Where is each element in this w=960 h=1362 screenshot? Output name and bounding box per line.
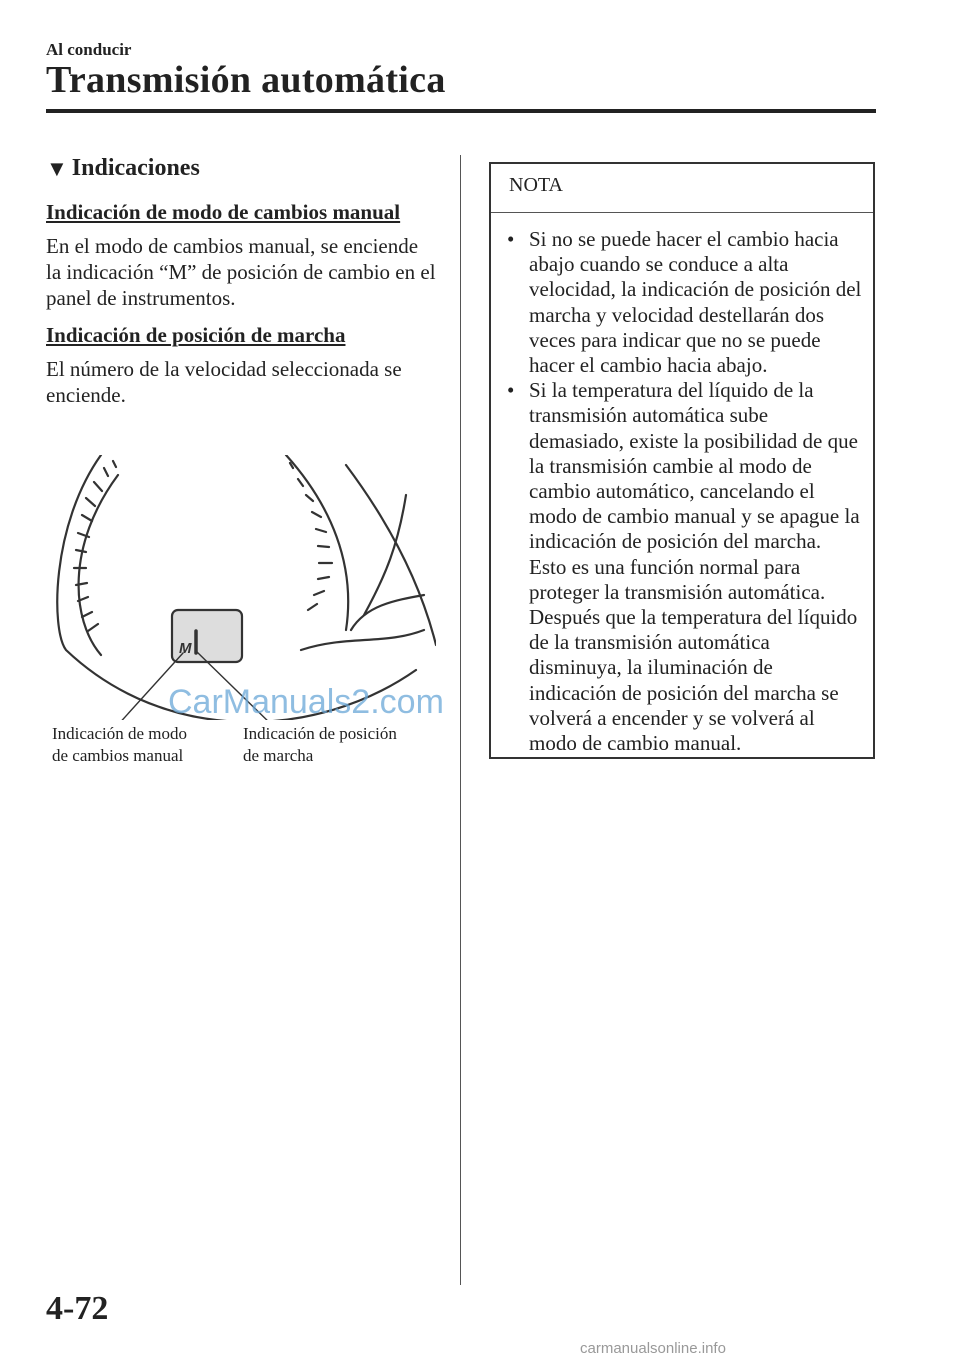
page-number: 4-72 xyxy=(46,1290,109,1327)
triangle-down-icon: ▼ xyxy=(46,155,68,181)
chapter-label: Al conducir xyxy=(46,40,132,59)
note-item-text: Si no se puede hacer el cambio hacia abajo cuando se conduce a alta velocidad, la indicación de posición del marcha y velocidad destellarán dos veces para indicar que no se puede hacer el cambio hacia abajo. xyxy=(529,227,862,378)
caption-gear-line-2: de marcha xyxy=(243,746,314,765)
instrument-cluster-illustration xyxy=(46,455,436,720)
subheading-manual-mode: Indicación de modo de cambios manual xyxy=(46,200,401,224)
section-heading-text: Indicaciones xyxy=(71,155,200,181)
right-gauge-wedge xyxy=(351,595,424,630)
right-gauge-arc xyxy=(364,495,406,615)
footer-watermark: carmanualsonline.info xyxy=(580,1340,726,1357)
note-title: NOTA xyxy=(509,174,563,196)
caption-manual-line-1: Indicación de modo xyxy=(52,724,188,743)
section-heading xyxy=(46,155,436,182)
note-box xyxy=(489,162,875,759)
column-divider xyxy=(460,155,461,1285)
note-item xyxy=(507,227,863,378)
caption-gear-line-1: Indicación de posición xyxy=(243,724,397,743)
dial-inner-ring xyxy=(79,475,118,655)
instrument-cluster-figure xyxy=(46,455,444,775)
caption-gear-position xyxy=(243,723,397,767)
caption-manual-mode xyxy=(52,723,187,767)
caption-manual-line-2: de cambios manual xyxy=(52,746,184,765)
right-gauge-ring-3 xyxy=(301,630,424,650)
bullet-icon: • xyxy=(507,378,515,403)
left-column xyxy=(46,155,436,420)
paragraph-manual-mode: En el modo de cambios manual, se enciende la indicación “M” de posición de cambio en el panel de instrumentos. xyxy=(46,234,436,310)
note-item xyxy=(507,378,863,756)
subheading-gear-position: Indicación de posición de marcha xyxy=(46,323,346,347)
bullet-icon: • xyxy=(507,227,515,251)
dial-outer-ring xyxy=(57,455,416,720)
watermark: CarManuals2.com xyxy=(168,683,444,721)
paragraph-gear-position: El número de la velocidad seleccionada se enciende. xyxy=(46,357,402,407)
note-divider xyxy=(491,212,873,213)
page-title: Transmisión automática xyxy=(46,59,446,101)
manual-mode-letter: M xyxy=(179,640,192,657)
title-rule xyxy=(46,109,876,113)
note-item-text: Si la temperatura del líquido de la transmisión automática sube demasiado, existe la posibilidad de que la transmisión cambie al modo de cambio automático, cancelando el modo de cambio manual y se apague la indicación de posición del marcha. Esto es una función normal para proteger la transmisión automática. Después que la temperatura del líquido de la transmisión automática disminuya, la iluminación de indicación de posición del marcha se volverá a encender y se volverá al modo de cambio manual. xyxy=(529,378,860,756)
note-list xyxy=(491,227,873,756)
